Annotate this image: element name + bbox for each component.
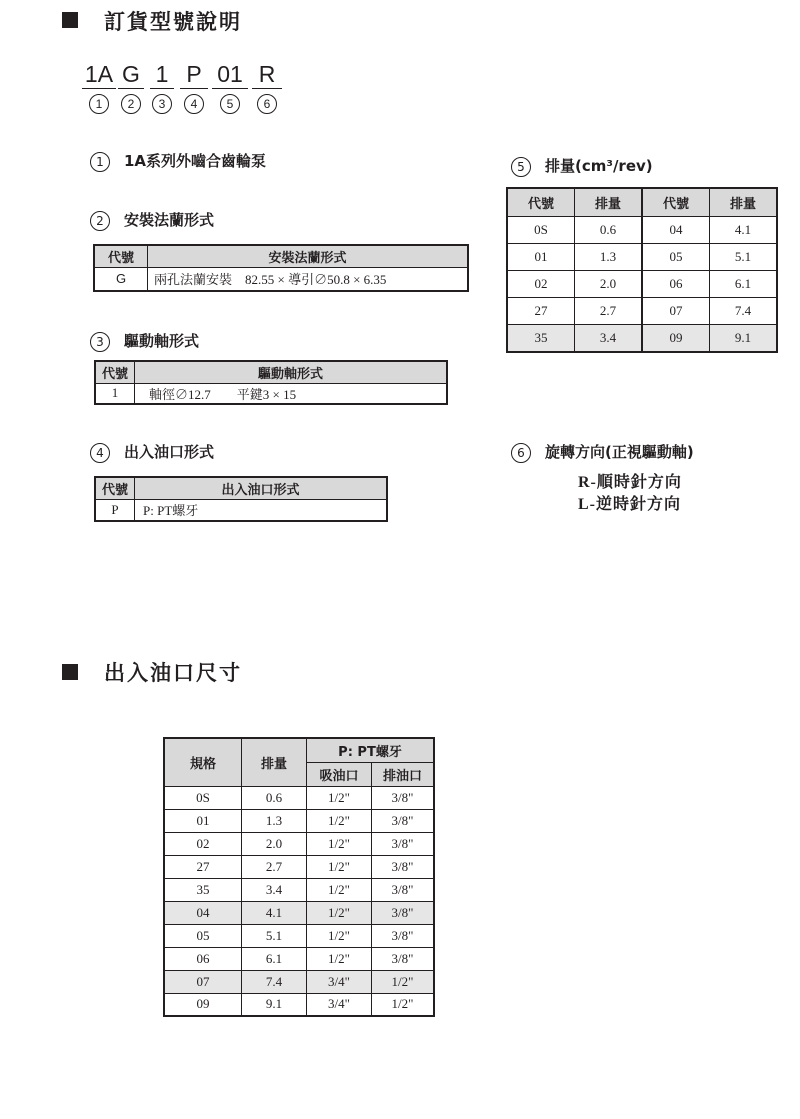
port-table	[94, 476, 388, 522]
table-cell: 05	[164, 924, 242, 947]
table-header: 吸油口	[307, 762, 372, 786]
table-cell: 1/2"	[372, 993, 435, 1016]
table-cell: 軸徑∅12.7 平鍵3 × 15	[135, 383, 448, 404]
model-code-number: 6	[257, 94, 277, 114]
table-cell: 02	[164, 832, 242, 855]
table-cell: 1/2"	[307, 901, 372, 924]
table-cell: 09	[642, 324, 710, 352]
table-cell: 1.3	[242, 809, 307, 832]
item-number: 5	[511, 157, 531, 177]
rotation-title: 6 旋轉方向(正視驅動軸)	[511, 441, 694, 463]
item-number: 6	[511, 443, 531, 463]
table-cell: 27	[507, 297, 575, 324]
table-header: 安裝法蘭形式	[148, 245, 469, 267]
table-cell: 3/8"	[372, 947, 435, 970]
model-code-number: 3	[152, 94, 172, 114]
table-cell: 3/8"	[372, 901, 435, 924]
table-cell: 9.1	[242, 993, 307, 1016]
table-cell: 1/2"	[307, 786, 372, 809]
item-number: 4	[90, 443, 110, 463]
table-cell: 1	[95, 383, 135, 404]
table-cell: 9.1	[710, 324, 778, 352]
table-cell: 06	[164, 947, 242, 970]
table-header: 代號	[95, 361, 135, 383]
model-code-part: R	[252, 60, 282, 89]
section-bullet-icon	[62, 664, 78, 680]
model-code-part: 1	[150, 60, 174, 89]
section-bullet-icon	[62, 12, 78, 28]
table-cell: G	[94, 267, 148, 291]
rotation-option-left: L-逆時針方向	[578, 496, 682, 513]
table-cell: 3/8"	[372, 924, 435, 947]
table-cell: 01	[164, 809, 242, 832]
table-cell: 3/8"	[372, 809, 435, 832]
port-size-table	[163, 737, 435, 1017]
table-cell: 04	[164, 901, 242, 924]
table-cell: 1/2"	[372, 970, 435, 993]
table-header: 出入油口形式	[135, 477, 388, 499]
table-header: 排油口	[372, 762, 435, 786]
table-cell: 04	[642, 216, 710, 243]
table-cell: 3/8"	[372, 855, 435, 878]
table-cell: 3/8"	[372, 786, 435, 809]
table-header: 代號	[507, 188, 575, 216]
displacement-title: 5 排量(cm³/rev)	[511, 155, 653, 177]
table-cell: 7.4	[242, 970, 307, 993]
table-cell: 7.4	[710, 297, 778, 324]
table-header: 排量	[575, 188, 643, 216]
rotation-option-right: R-順時針方向	[578, 474, 682, 491]
flange-table	[93, 244, 469, 292]
table-cell: 2.7	[575, 297, 643, 324]
table-cell: 6.1	[242, 947, 307, 970]
table-cell: 1/2"	[307, 809, 372, 832]
table-cell: 1/2"	[307, 947, 372, 970]
table-cell: P: PT螺牙	[135, 499, 388, 521]
table-cell: 2.0	[242, 832, 307, 855]
table-cell: 27	[164, 855, 242, 878]
displacement-table	[506, 187, 778, 353]
table-cell: 1.3	[575, 243, 643, 270]
table-cell: 3/8"	[372, 878, 435, 901]
item-number: 1	[90, 152, 110, 172]
table-cell: 0.6	[575, 216, 643, 243]
table-cell: 3/4"	[307, 993, 372, 1016]
shaft-table	[94, 360, 448, 405]
item-number: 2	[90, 211, 110, 231]
table-cell: 5.1	[242, 924, 307, 947]
table-header: 驅動軸形式	[135, 361, 448, 383]
section-title-order: 訂貨型號說明	[104, 10, 242, 34]
table-cell: P	[95, 499, 135, 521]
table-cell: 0S	[164, 786, 242, 809]
table-cell: 35	[507, 324, 575, 352]
item-number: 3	[90, 332, 110, 352]
table-cell: 1/2"	[307, 855, 372, 878]
port-title: 4 出入油口形式	[90, 441, 214, 463]
table-cell: 1/2"	[307, 924, 372, 947]
table-cell: 3/8"	[372, 832, 435, 855]
table-cell: 3.4	[242, 878, 307, 901]
table-cell: 2.0	[575, 270, 643, 297]
table-cell: 4.1	[242, 901, 307, 924]
table-cell: 01	[507, 243, 575, 270]
table-cell: 35	[164, 878, 242, 901]
table-header: 代號	[94, 245, 148, 267]
table-cell: 2.7	[242, 855, 307, 878]
table-header: 代號	[95, 477, 135, 499]
table-header: 排量	[242, 738, 307, 786]
table-header: 代號	[642, 188, 710, 216]
table-cell: 07	[164, 970, 242, 993]
shaft-title: 3 驅動軸形式	[90, 330, 199, 352]
table-cell: 0.6	[242, 786, 307, 809]
table-cell: 07	[642, 297, 710, 324]
model-code-number: 4	[184, 94, 204, 114]
table-cell: 0S	[507, 216, 575, 243]
table-cell: 3/4"	[307, 970, 372, 993]
model-code-part: 01	[212, 60, 248, 89]
model-code-part: P	[180, 60, 208, 89]
table-cell: 09	[164, 993, 242, 1016]
rotation-options	[578, 472, 682, 516]
table-header: 規格	[164, 738, 242, 786]
table-header: P: PT螺牙	[307, 738, 435, 762]
table-cell: 3.4	[575, 324, 643, 352]
table-header: 排量	[710, 188, 778, 216]
table-cell: 1/2"	[307, 832, 372, 855]
table-cell: 06	[642, 270, 710, 297]
model-code-number: 1	[89, 94, 109, 114]
table-cell: 02	[507, 270, 575, 297]
table-cell: 6.1	[710, 270, 778, 297]
table-cell: 1/2"	[307, 878, 372, 901]
section-title-port-size: 出入油口尺寸	[104, 661, 242, 685]
series-description: 1 1A系列外嚙合齒輪泵	[90, 150, 266, 172]
model-code-number: 5	[220, 94, 240, 114]
model-code-part: G	[118, 60, 144, 89]
table-cell: 兩孔法蘭安裝 82.55 × 導引∅50.8 × 6.35	[148, 267, 469, 291]
table-cell: 5.1	[710, 243, 778, 270]
table-cell: 05	[642, 243, 710, 270]
model-code-part: 1A	[82, 60, 116, 89]
model-code-number: 2	[121, 94, 141, 114]
table-cell: 4.1	[710, 216, 778, 243]
flange-title: 2 安裝法蘭形式	[90, 209, 214, 231]
